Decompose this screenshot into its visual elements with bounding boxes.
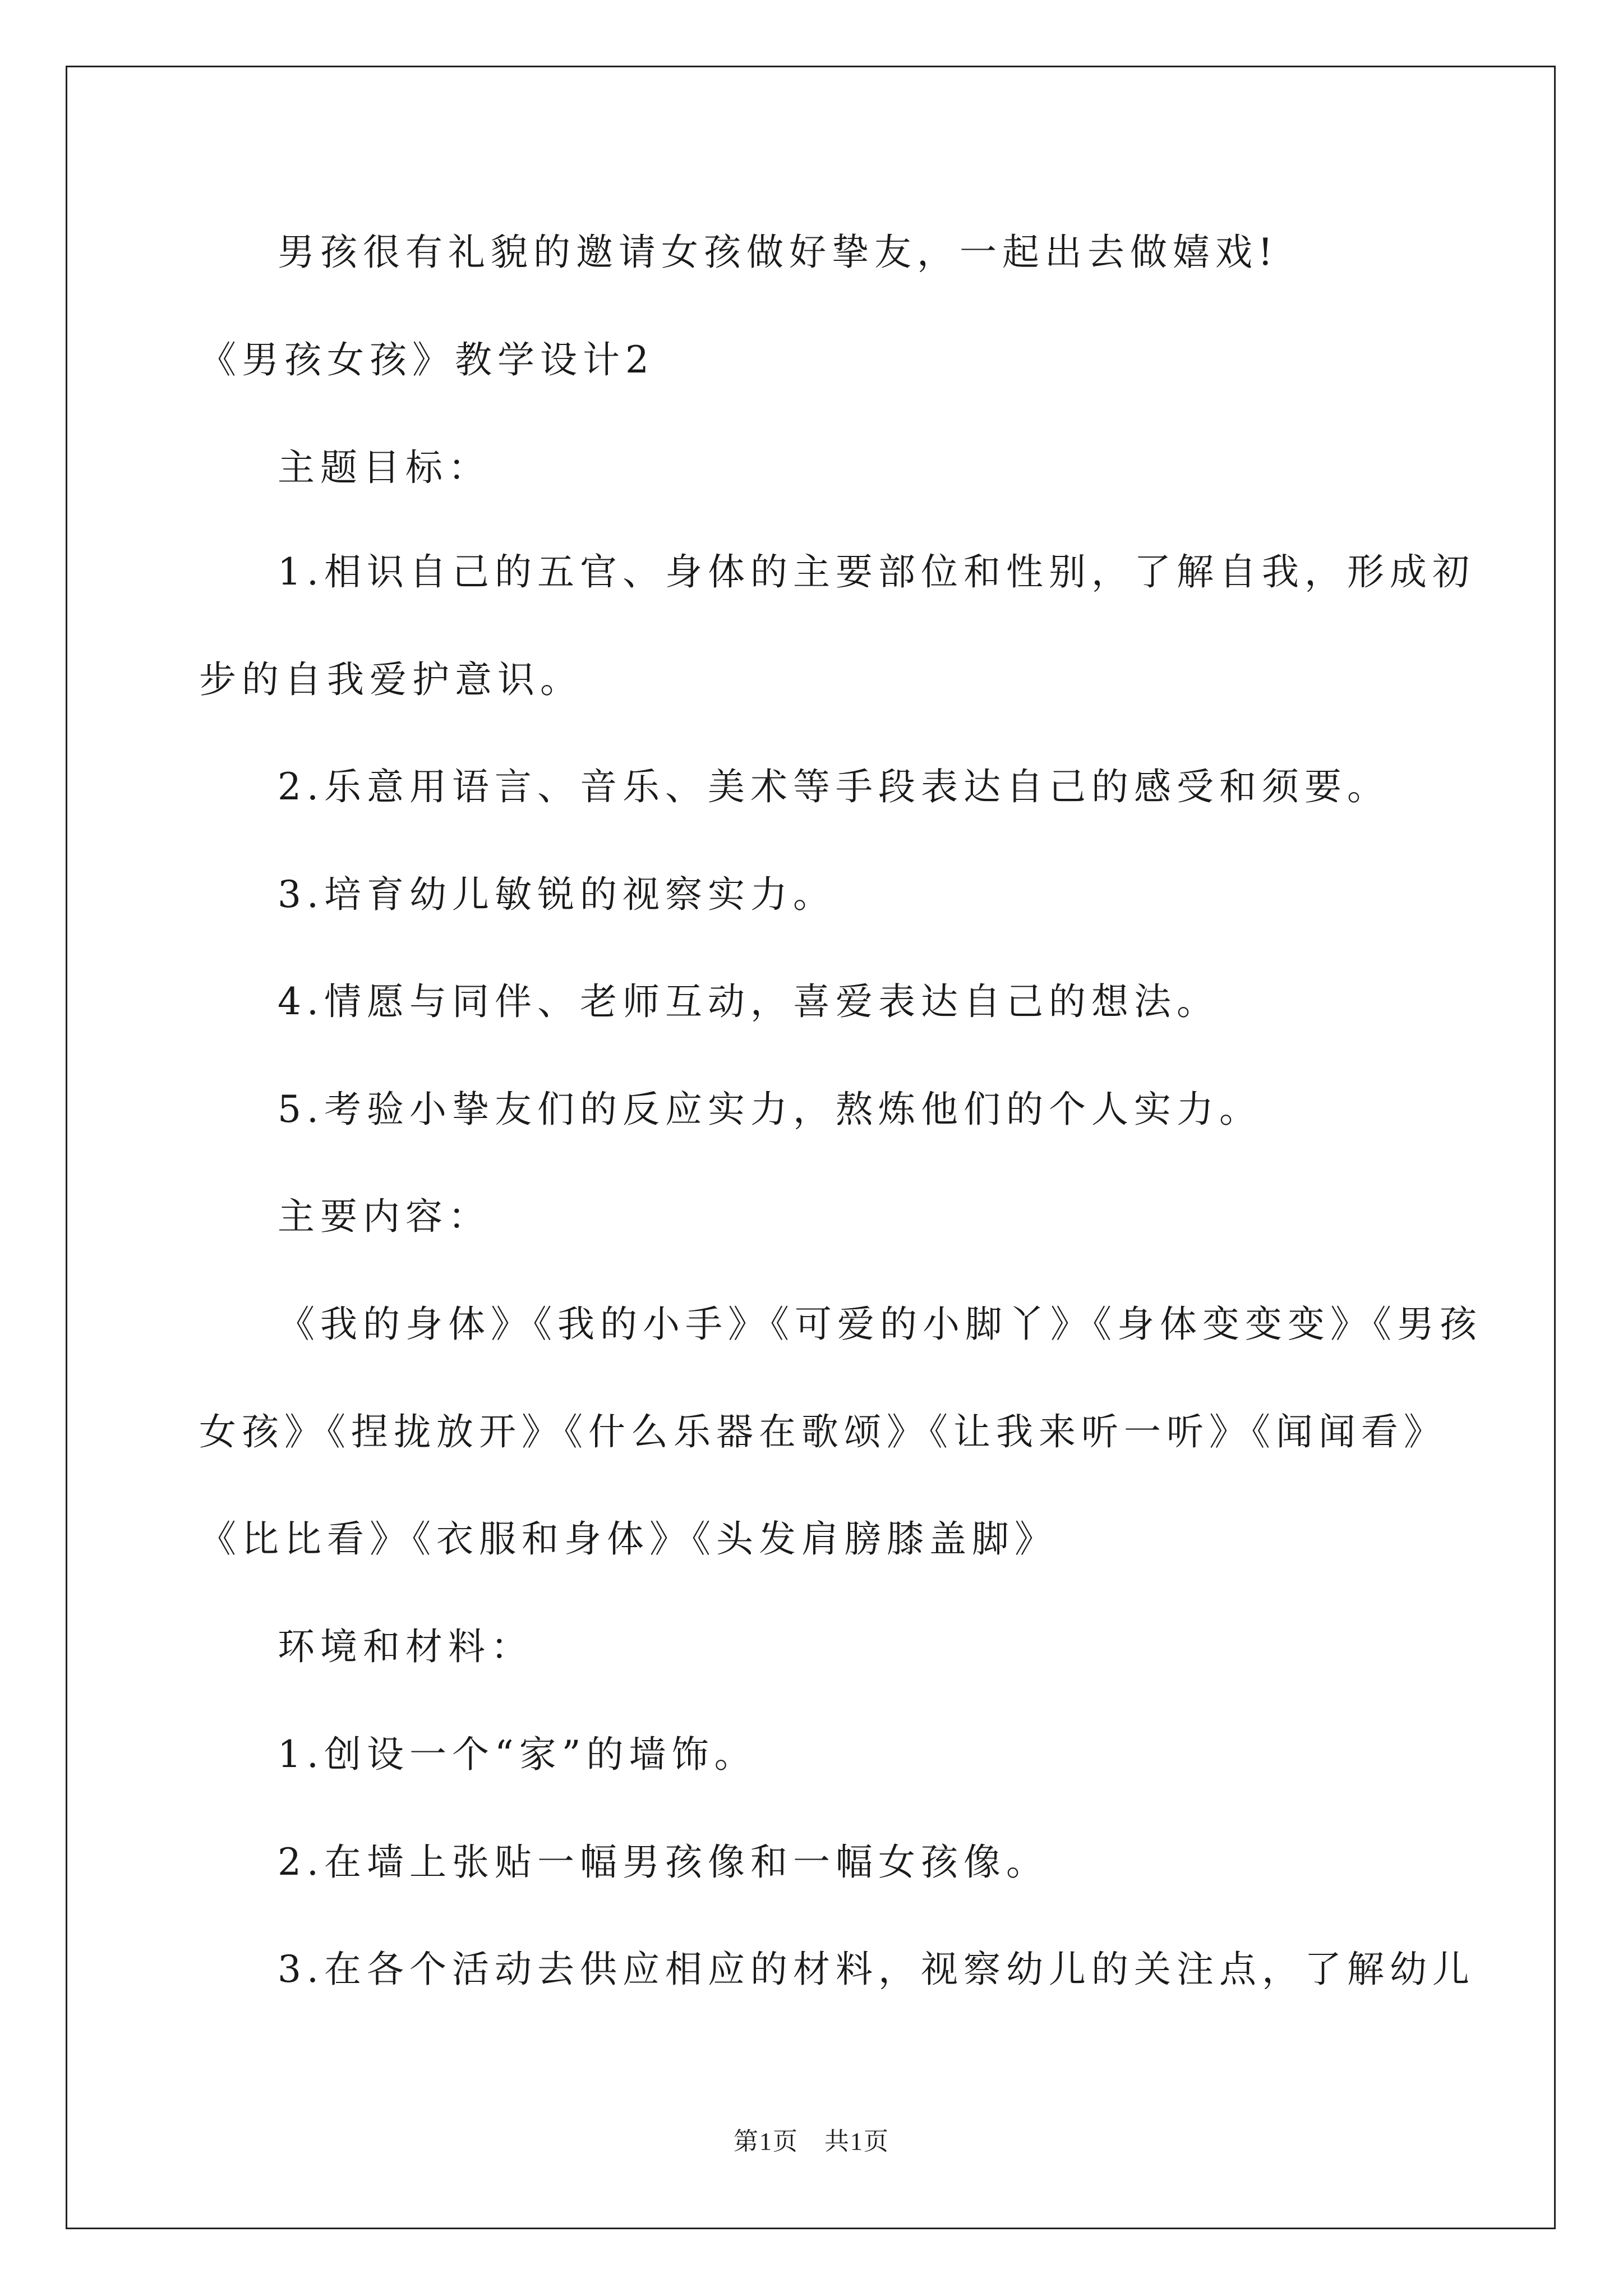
paragraph-line: 《我的身体》《我的小手》《可爱的小脚丫》《身体变变变》《男孩: [278, 1303, 1482, 1346]
paragraph-line: 3.在各个活动去供应相应的材料，视察幼儿的关注点，了解幼儿: [278, 1948, 1475, 1991]
paragraph-line: 3.培育幼儿敏锐的视察实力。: [278, 873, 836, 916]
page-number-footer: 第1页 共1页: [734, 2128, 889, 2155]
heading-theme-goals: 主题目标：: [278, 446, 491, 489]
paragraph-line: 《比比看》《衣服和身体》《头发肩膀膝盖脚》: [199, 1517, 1057, 1561]
paragraph-line: 步的自我爱护意识。: [199, 658, 583, 701]
paragraph-line: 男孩很有礼貌的邀请女孩做好挚友，一起出去做嬉戏!: [278, 231, 1279, 274]
paragraph-line: 1.创设一个“家”的墙饰。: [278, 1733, 757, 1776]
paragraph-line: 女孩》《捏拢放开》《什么乐器在歌颂》《让我来听一听》《闻闻看》: [199, 1410, 1446, 1453]
paragraph-line: 4.情愿与同伴、老师互动，喜爱表达自己的想法。: [278, 980, 1219, 1023]
heading-main-content: 主要内容：: [278, 1195, 491, 1238]
paragraph-line: 1.相识自己的五官、身体的主要部位和性别，了解自我，形成初: [278, 550, 1475, 593]
paragraph-line: 2.在墙上张贴一幅男孩像和一幅女孩像。: [278, 1841, 1049, 1884]
paragraph-line: 5.考验小挚友们的反应实力，熬炼他们的个人实力。: [278, 1088, 1262, 1131]
page-border: [66, 66, 1556, 2229]
section-title: 《男孩女孩》教学设计2: [199, 338, 654, 381]
paragraph-line: 2.乐意用语言、音乐、美术等手段表达自己的感受和须要。: [278, 765, 1390, 808]
heading-environment-materials: 环境和材料：: [278, 1625, 533, 1668]
